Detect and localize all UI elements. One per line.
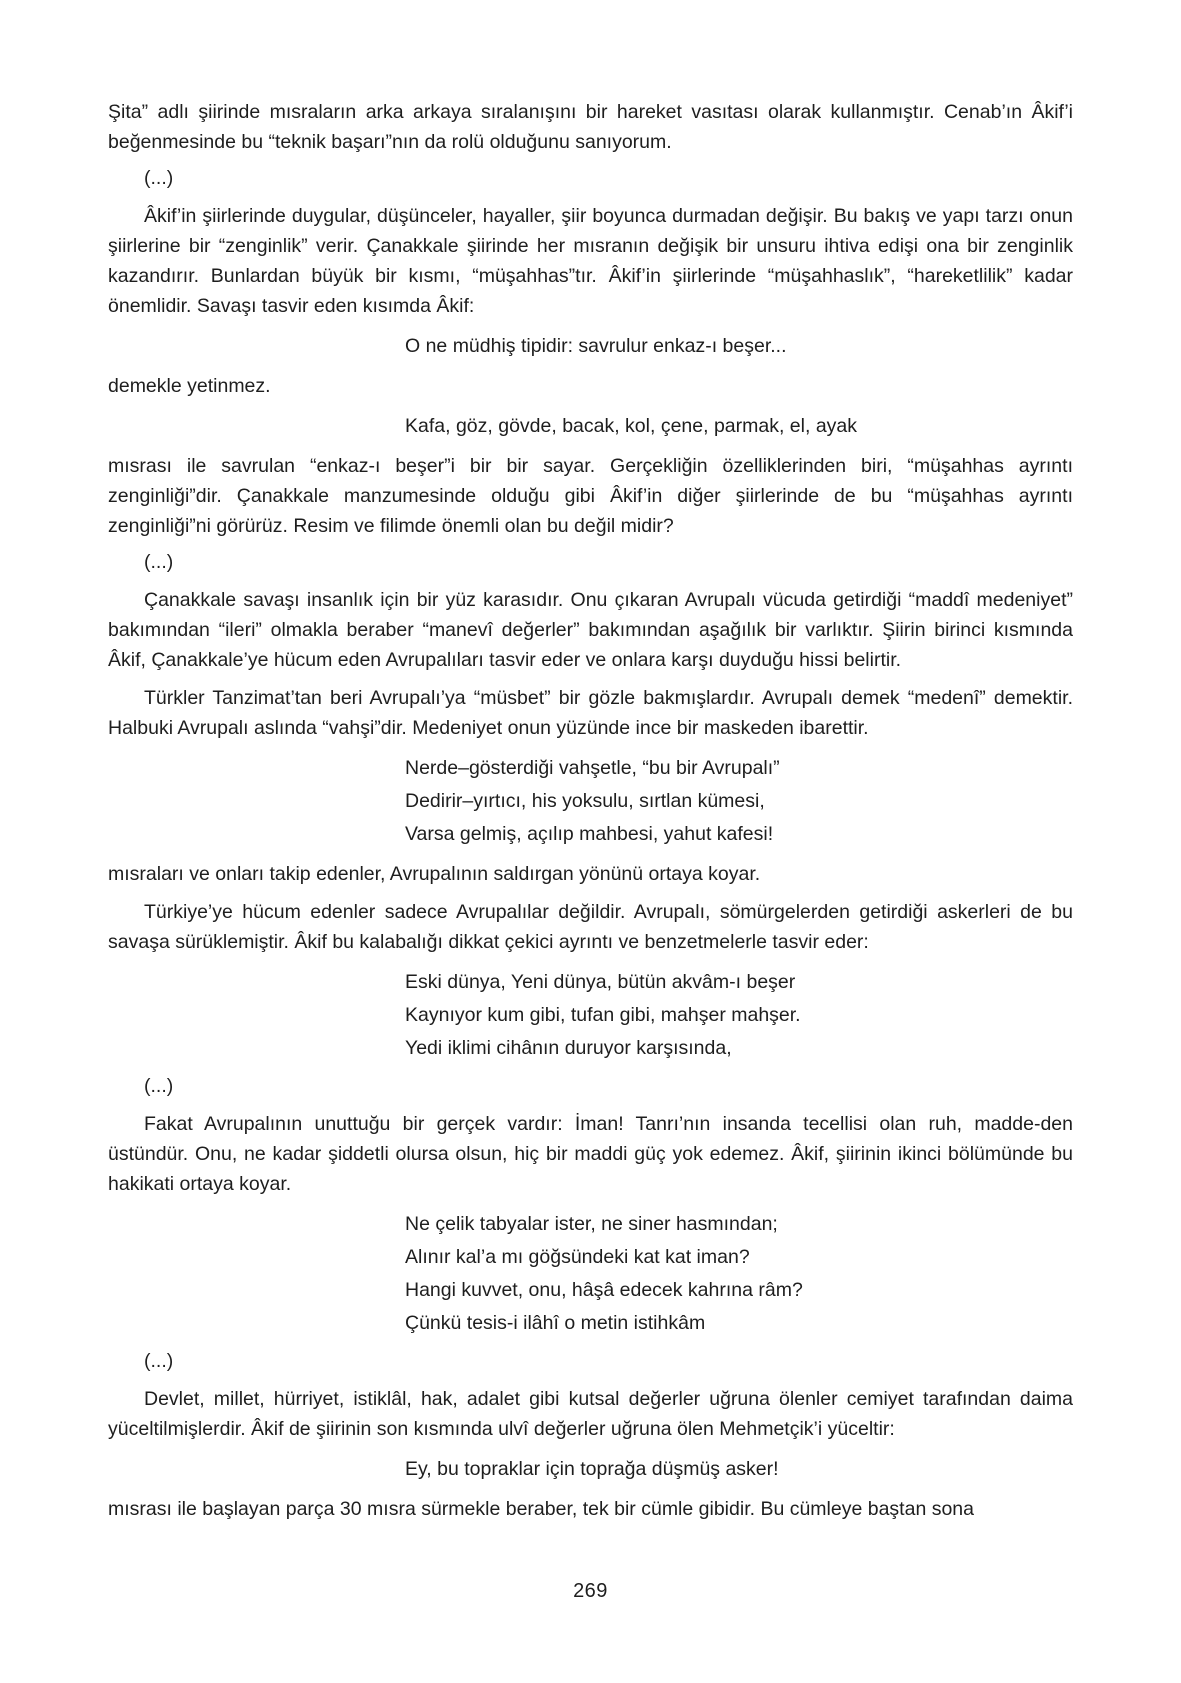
paragraph: Âkif’in şiirlerinde duygular, düşünceler, hayaller, şiir boyunca durmadan değişir. Bu bakış ve yapı tarzı onun şiirlerine bir “zenginlik” verir. Çanakkale şiirinde her mısranın değişik bir unsuru ihtiva edişi ona bir zenginlik kazandırır. Bunlardan büyük bir kısmı, “müşahhas”tır. Âkif’in şiirlerinde “müşahhaslık”, “hareketlilik” kadar önemlidir. Savaşı tasvir eden kısımda Âkif: bbox=[108, 205, 1073, 317]
paragraph: mısrası ile başlayan parça 30 mısra sürmekle beraber, tek bir cümle gibidir. Bu cümleye baştan sona bbox=[108, 1498, 974, 1520]
verse-block bbox=[108, 752, 1073, 851]
paragraph: Türkler Tanzimat’tan beri Avrupalı’ya “müsbet” bir gözle bakmışlardır. Avrupalı demek “medenî” demektir. Halbuki Avrupalı aslında “vahşi”dir. Medeniyet onun yüzünde ince bir maskeden ibarettir. bbox=[108, 687, 1073, 739]
verse-block bbox=[108, 1208, 1073, 1340]
verse-line: Eski dünya, Yeni dünya, bütün akvâm-ı beşer bbox=[405, 971, 796, 993]
paragraph: demekle yetinmez. bbox=[108, 375, 271, 397]
verse-line: Ey, bu topraklar için toprağa düşmüş asker! bbox=[405, 1458, 779, 1480]
verse-line: Çünkü tesis-i ilâhî o metin istihkâm bbox=[405, 1312, 706, 1334]
paragraph: Fakat Avrupalının unuttuğu bir gerçek vardır: İman! Tanrı’nın insanda tecellisi olan ruh, madde-den üstündür. Onu, ne kadar şiddetli olursa olsun, hiç bir maddi güç yok edemez. Âkif, şiirinin ikinci bölümünde bu hakikati ortaya koyar. bbox=[108, 1113, 1073, 1195]
verse-line: Kafa, göz, gövde, bacak, kol, çene, parmak, el, ayak bbox=[405, 415, 858, 437]
verse-line: Yedi iklimi cihânın duruyor karşısında, bbox=[405, 1037, 732, 1059]
paragraph: Şita” adlı şiirinde mısraların arka arkaya sıralanışını bir hareket vasıtası olarak kullanmıştır. Cenab’ın Âkif’i beğenmesinde bu “teknik başarı”nın da rolü olduğunu sanıyorum. bbox=[108, 101, 1073, 153]
verse-line: Kaynıyor kum gibi, tufan gibi, mahşer mahşer. bbox=[405, 1004, 801, 1026]
paragraph: mısrası ile savrulan “enkaz-ı beşer”i bir bir sayar. Gerçekliğin özelliklerinden biri, “müşahhas ayrıntı zenginliği”dir. Çanakkale manzumesinde olduğu gibi Âkif’in diğer şiirlerinde de bu “müşahhas ayrıntı zenginliği”ni görürüz. Resim ve filimde önemli olan bu değil midir? bbox=[108, 455, 1073, 537]
page-footer bbox=[0, 1580, 1181, 1603]
verse-line: Nerde–gösterdiği vahşetle, “bu bir Avrupalı” bbox=[405, 757, 780, 779]
verse-line: Varsa gelmiş, açılıp mahbesi, yahut kafesi! bbox=[405, 823, 774, 845]
ellipsis-marker: (...) bbox=[144, 1350, 174, 1372]
ellipsis-marker: (...) bbox=[144, 1075, 174, 1097]
verse-line: Ne çelik tabyalar ister, ne siner hasmından; bbox=[405, 1213, 778, 1235]
page-number: 269 bbox=[573, 1580, 608, 1602]
verse-line: Hangi kuvvet, onu, hâşâ edecek kahrına râm? bbox=[405, 1279, 803, 1301]
ellipsis-marker: (...) bbox=[144, 551, 174, 573]
paragraph: Devlet, millet, hürriyet, istiklâl, hak, adalet gibi kutsal değerler uğruna ölenler cemiyet tarafından daima yüceltilmişlerdir. Âkif de şiirinin son kısmında ulvî değerler uğruna ölen Mehmetçik’i yüceltir: bbox=[108, 1388, 1073, 1440]
ellipsis-marker: (...) bbox=[144, 167, 174, 189]
paragraph: Türkiye’ye hücum edenler sadece Avrupalılar değildir. Avrupalı, sömürgelerden getirdiği askerleri de bu savaşa sürüklemiştir. Âkif bu kalabalığı dikkat çekici ayrıntı ve benzetmelerle tasvir eder: bbox=[108, 901, 1073, 953]
paragraph: Çanakkale savaşı insanlık için bir yüz karasıdır. Onu çıkaran Avrupalı vücuda getirdiği “maddî medeniyet” bakımından “ileri” olmakla beraber “manevî değerler” bakımından aşağılık bir varlıktır. Şiirin birinci kısmında Âkif, Çanakkale’ye hücum eden Avrupalıları tasvir eder ve onlara karşı duyduğu hissi belirtir. bbox=[108, 589, 1073, 671]
verse-block bbox=[108, 330, 1073, 363]
paragraph: mısraları ve onları takip edenler, Avrupalının saldırgan yönünü ortaya koyar. bbox=[108, 863, 761, 885]
verse-block bbox=[108, 966, 1073, 1065]
verse-line: O ne müdhiş tipidir: savrulur enkaz-ı beşer... bbox=[405, 335, 787, 357]
verse-block bbox=[108, 1453, 1073, 1486]
verse-line: Dedirir–yırtıcı, his yoksulu, sırtlan kümesi, bbox=[405, 790, 765, 812]
text-column bbox=[108, 97, 1073, 1524]
verse-block bbox=[108, 410, 1073, 443]
verse-line: Alınır kal’a mı göğsündeki kat kat iman? bbox=[405, 1246, 750, 1268]
